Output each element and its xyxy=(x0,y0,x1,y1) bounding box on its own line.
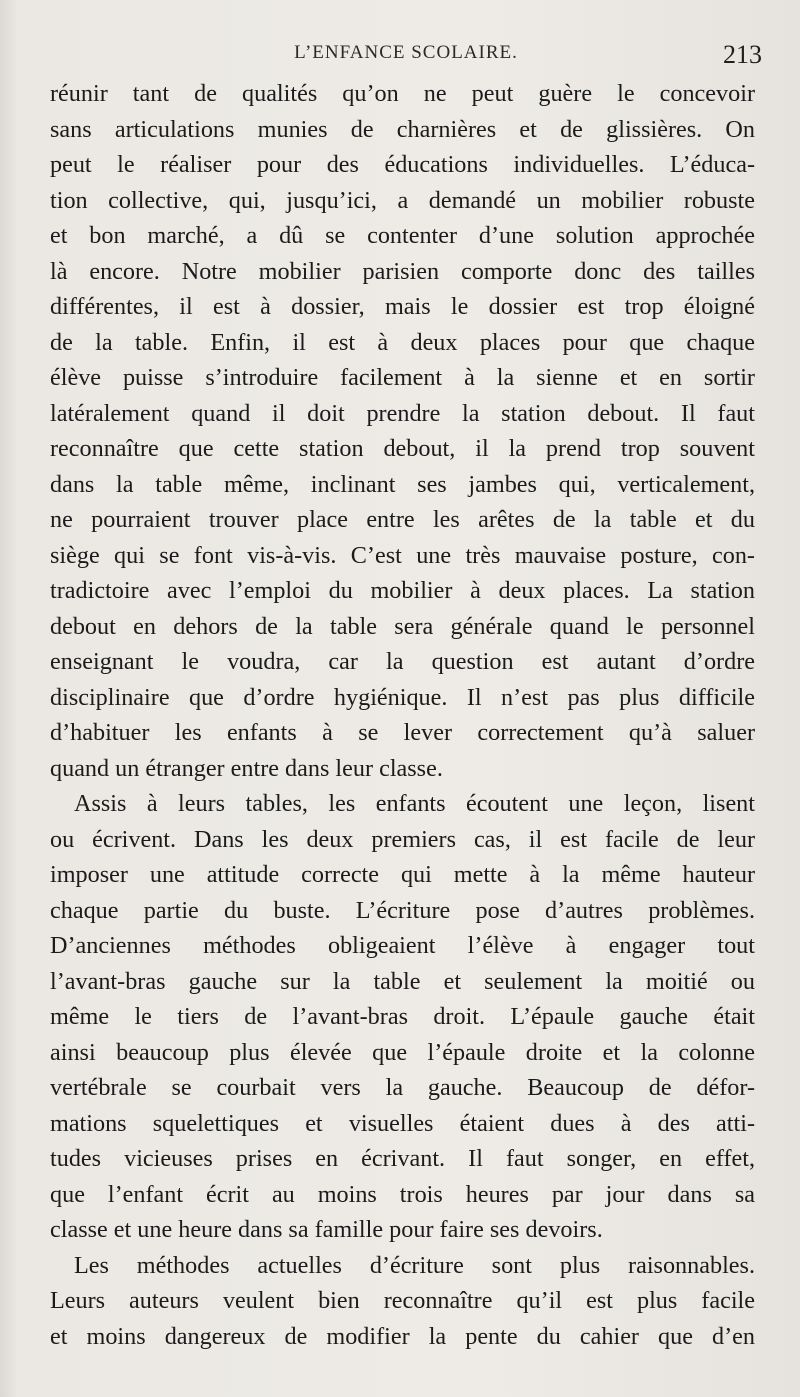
text-line: sans articulations munies de charnières et de glissières. On xyxy=(50,115,755,143)
text-line: réunir tant de qualités qu’on ne peut guère le concevoir xyxy=(50,80,755,107)
text-line: D’anciennes méthodes obligeaient l’élève à engager tout xyxy=(50,932,755,959)
text-line: d’habituer les enfants à se lever correctement qu’à saluer xyxy=(50,719,755,746)
body-text xyxy=(50,76,755,1354)
text-line: siège qui se font vis-à-vis. C’est une très mauvaise posture, con- xyxy=(50,541,755,569)
text-line: disciplinaire que d’ordre hygiénique. Il n’est pas plus difficile xyxy=(50,683,755,711)
page-header xyxy=(50,38,762,78)
text-line: tradictoire avec l’emploi du mobilier à deux places. La station xyxy=(50,577,755,604)
text-line: tion collective, qui, jusqu’ici, a demandé un mobilier robuste xyxy=(50,186,755,214)
text-line: ne pourraient trouver place entre les arêtes de la table et du xyxy=(50,506,755,533)
text-line: classe et une heure dans sa famille pour faire ses devoirs. xyxy=(50,1216,603,1243)
text-line: peut le réaliser pour des éducations individuelles. L’éduca- xyxy=(50,151,755,178)
paragraph xyxy=(50,76,755,786)
text-line: même le tiers de l’avant-bras droit. L’épaule gauche était xyxy=(50,1003,755,1030)
text-line: Leurs auteurs veulent bien reconnaître qu’il est plus facile xyxy=(50,1287,755,1314)
text-line: l’avant-bras gauche sur la table et seulement la moitié ou xyxy=(50,967,755,995)
paragraph xyxy=(50,786,755,1248)
text-line: vertébrale se courbait vers la gauche. Beaucoup de défor- xyxy=(50,1074,755,1101)
text-line: debout en dehors de la table sera générale quand le personnel xyxy=(50,612,755,640)
text-line: de la table. Enfin, il est à deux places pour que chaque xyxy=(50,328,755,356)
text-line: latéralement quand il doit prendre la station debout. Il faut xyxy=(50,399,755,427)
text-line: ou écrivent. Dans les deux premiers cas, il est facile de leur xyxy=(50,825,755,853)
text-line: enseignant le voudra, car la question est autant d’ordre xyxy=(50,648,755,675)
text-line: quand un étranger entre dans leur classe. xyxy=(50,754,443,782)
text-line: reconnaître que cette station debout, il la prend trop souvent xyxy=(50,435,755,462)
text-line: dans la table même, inclinant ses jambes qui, verticalement, xyxy=(50,470,755,498)
text-line: imposer une attitude correcte qui mette à la même hauteur xyxy=(50,861,755,888)
text-line: ainsi beaucoup plus élevée que l’épaule droite et la colonne xyxy=(50,1038,755,1066)
text-line: chaque partie du buste. L’écriture pose d’autres problèmes. xyxy=(50,896,755,924)
text-line: Assis à leurs tables, les enfants écoutent une leçon, lisent xyxy=(74,790,755,817)
paragraph xyxy=(50,1248,755,1355)
text-line: tudes vicieuses prises en écrivant. Il faut songer, en effet, xyxy=(50,1145,755,1172)
text-line: et moins dangereux de modifier la pente du cahier que d’en xyxy=(50,1322,755,1350)
text-line: là encore. Notre mobilier parisien comporte donc des tailles xyxy=(50,257,755,285)
text-line: mations squelettiques et visuelles étaient dues à des atti- xyxy=(50,1109,755,1137)
text-line: Les méthodes actuelles d’écriture sont plus raisonnables. xyxy=(74,1251,755,1279)
text-line: que l’enfant écrit au moins trois heures par jour dans sa xyxy=(50,1180,755,1208)
page-number: 213 xyxy=(723,40,762,69)
text-line: et bon marché, a dû se contenter d’une solution approchée xyxy=(50,222,755,249)
running-title: L’ENFANCE SCOLAIRE. xyxy=(294,42,518,63)
text-line: différentes, il est à dossier, mais le dossier est trop éloigné xyxy=(50,293,755,320)
text-line: élève puisse s’introduire facilement à la sienne et en sortir xyxy=(50,364,755,391)
